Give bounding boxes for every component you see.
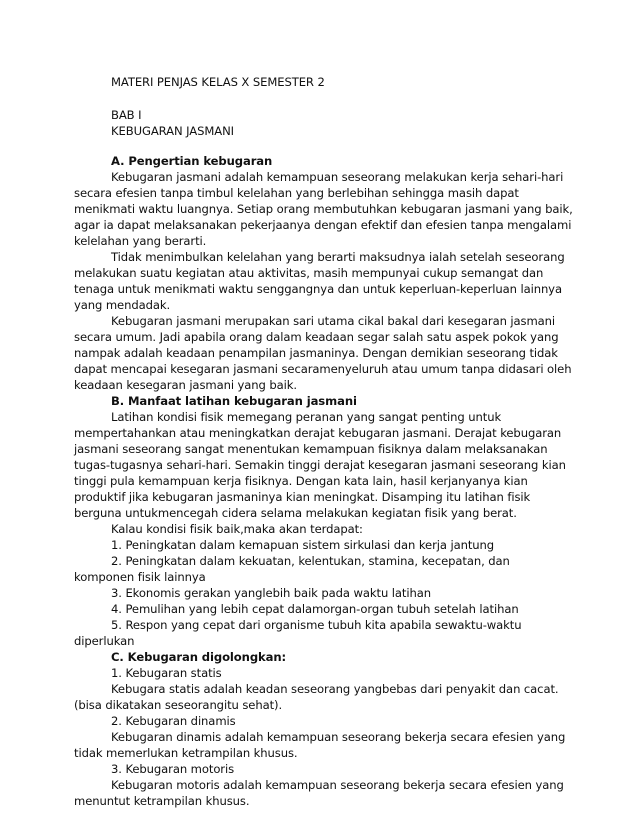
paragraph-line: tenaga untuk menikmati waktu senggangnya dan untuk keperluan-keperluan lainnya <box>74 282 562 296</box>
paragraph-line: berguna untukmencegah cidera selama melakukan kegiatan fisik yang berat. <box>74 506 517 520</box>
section-heading-c: C. Kebugaran digolongkan: <box>111 650 287 664</box>
paragraph-line: kelelahan yang berarti. <box>74 234 207 248</box>
list-item: 1. Peningkatan dalam kemapuan sistem sirkulasi dan kerja jantung <box>111 538 495 552</box>
list-item: 1. Kebugaran statis <box>111 666 222 680</box>
paragraph-line: produktif jika kebugaran jasmaninya kian meningkat. Disamping itu latihan fisik <box>74 490 531 504</box>
paragraph-line: Kebugara statis adalah keadan seseorang yangbebas dari penyakit dan cacat. <box>111 682 559 696</box>
list-item: 5. Respon yang cepat dari organisme tubuh kita apabila sewaktu-waktu <box>111 618 522 632</box>
list-item-continuation: diperlukan <box>74 634 135 648</box>
paragraph-line: Kebugaran dinamis adalah kemampuan seseorang bekerja secara efesien yang <box>111 730 566 744</box>
paragraph-line: jasmani seseorang sangat menentukan kemampuan fisiknya dalam melaksanakan <box>74 442 548 456</box>
section-heading-b: B. Manfaat latihan kebugaran jasmani <box>111 394 357 408</box>
paragraph-line: secara efesien tanpa timbul kelelahan yang berlebihan sehingga masih dapat <box>74 186 519 200</box>
list-item: 2. Kebugaran dinamis <box>111 714 236 728</box>
list-item: 4. Pemulihan yang lebih cepat dalamorgan-organ tubuh setelah latihan <box>111 602 519 616</box>
document-title: MATERI PENJAS KELAS X SEMESTER 2 <box>111 75 325 89</box>
chapter-title: KEBUGARAN JASMANI <box>111 124 234 138</box>
list-item: 3. Kebugaran motoris <box>111 762 235 776</box>
paragraph-line: Kalau kondisi fisik baik,maka akan terdapat: <box>111 522 363 536</box>
paragraph-line: dapat mencapai kesegaran jasmani secaramenyeluruh atau umum tanpa didasari oleh <box>74 362 572 376</box>
paragraph-line: menikmati waktu luangnya. Setiap orang membutuhkan kebugaran jasmani yang baik, <box>74 202 573 216</box>
paragraph-line: tidak memerlukan ketrampilan khusus. <box>74 746 298 760</box>
paragraph-line: tinggi pula kemampuan kerja fisiknya. Dengan kata lain, hasil kerjanyanya kian <box>74 474 528 488</box>
list-item: 2. Peningkatan dalam kekuatan, kelentukan, stamina, kecepatan, dan <box>111 554 510 568</box>
paragraph-line: Kebugaran jasmani adalah kemampuan seseorang melakukan kerja sehari-hari <box>111 170 564 184</box>
paragraph-line: Kebugaran jasmani merupakan sari utama cikal bakal dari kesegaran jasmani <box>111 314 556 328</box>
paragraph-line: Latihan kondisi fisik memegang peranan yang sangat penting untuk <box>111 410 502 424</box>
paragraph-line: nampak adalah keadaan penampilan jasmaninya. Dengan demikian seseorang tidak <box>74 346 558 360</box>
chapter-number: BAB I <box>111 108 142 122</box>
paragraph-line: mempertahankan atau meningkatkan derajat kebugaran jasmani. Derajat kebugaran <box>74 426 562 440</box>
paragraph-line: melakukan suatu kegiatan atau aktivitas, masih mempunyai cukup semangat dan <box>74 266 544 280</box>
list-item-continuation: komponen fisik lainnya <box>74 570 206 584</box>
paragraph-line: tugas-tugasnya sehari-hari. Semakin tinggi derajat kesegaran jasmani seseorang kian <box>74 458 566 472</box>
paragraph-line: agar ia dapat melaksanakan pekerjaanya dengan efektif dan efesien tanpa mengalami <box>74 218 572 232</box>
list-item: 3. Ekonomis gerakan yanglebih baik pada waktu latihan <box>111 586 431 600</box>
paragraph-line: Kebugaran motoris adalah kemampuan seseorang bekerja secara efesien yang <box>111 778 564 792</box>
paragraph-line: secara umum. Jadi apabila orang dalam keadaan segar salah satu aspek pokok yang <box>74 330 559 344</box>
section-heading-a: A. Pengertian kebugaran <box>111 154 273 168</box>
paragraph-line: menuntut ketrampilan khusus. <box>74 794 250 808</box>
paragraph-line: Tidak menimbulkan kelelahan yang berarti maksudnya ialah setelah seseorang <box>111 250 565 264</box>
paragraph-line: yang mendadak. <box>74 298 171 312</box>
paragraph-line: keadaan kesegaran jasmani yang baik. <box>74 378 297 392</box>
paragraph-line: (bisa dikatakan seseorangitu sehat). <box>74 698 283 712</box>
